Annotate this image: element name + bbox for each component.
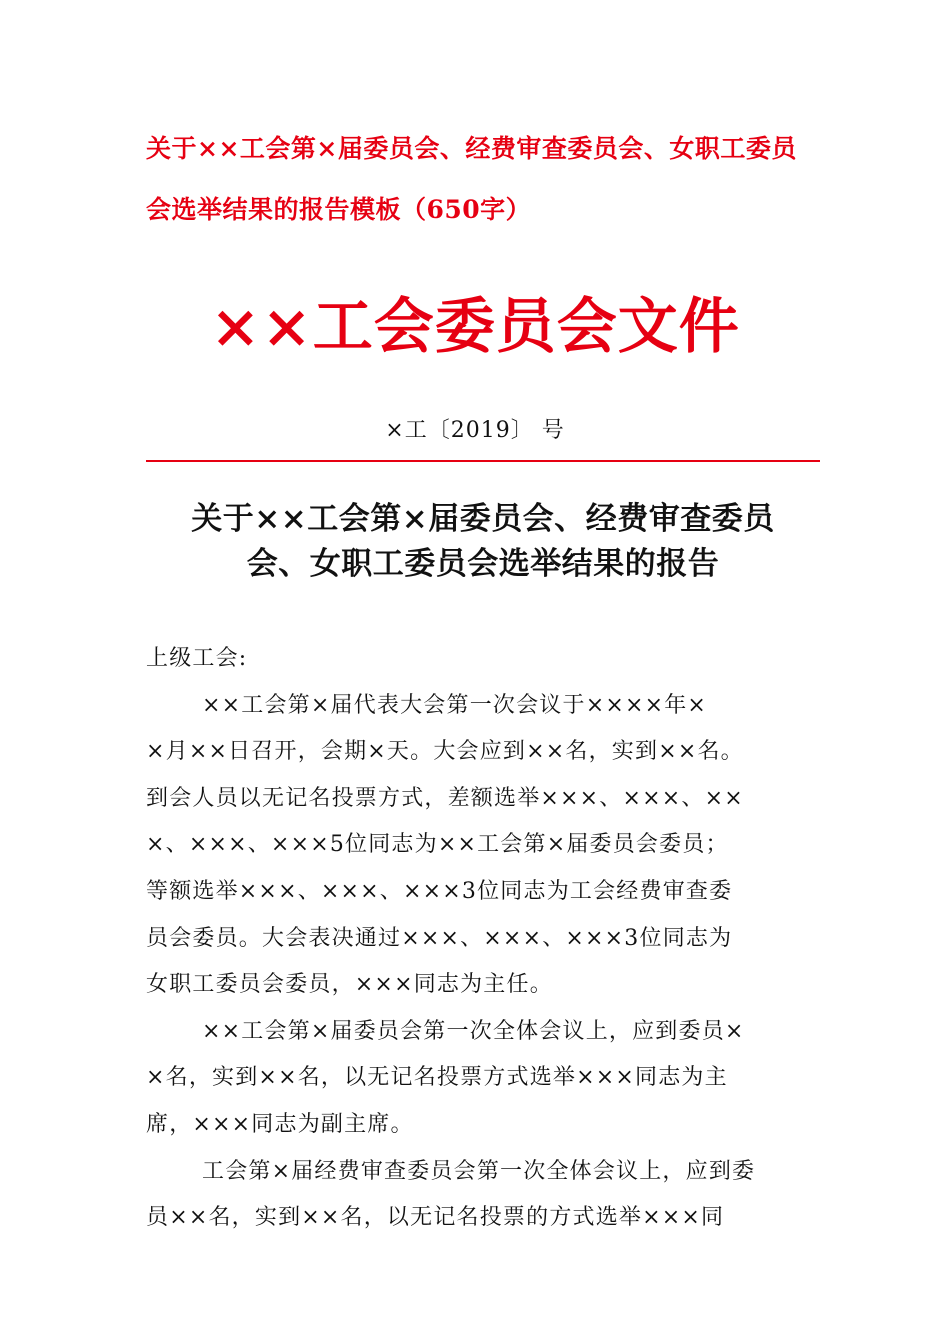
- report-title-line: 关于××工会第×届委员会、经费审查委员: [191, 501, 775, 537]
- document-number: ×工〔2019〕 号: [385, 418, 565, 443]
- body-line: 席，×××同志为副主席。: [146, 1111, 414, 1137]
- body-line: 到会人员以无记名投票方式，差额选举×××、×××、××: [146, 785, 744, 811]
- body-line: 员会委员。大会表决通过×××、×××、×××3位同志为: [146, 925, 733, 951]
- body-line: ××工会第×届委员会第一次全体会议上，应到委员×: [202, 1018, 745, 1044]
- report-body: [146, 636, 812, 1242]
- body-line: 工会第×届经费审查委员会第一次全体会议上，应到委: [202, 1158, 756, 1184]
- template-title-line: 会选举结果的报告模板（650字）: [146, 195, 532, 224]
- body-line: ×、×××、×××5位同志为××工会第×届委员会委员；: [146, 832, 729, 858]
- red-divider: [146, 460, 820, 462]
- template-title: [146, 118, 814, 240]
- template-title-line: 关于××工会第×届委员会、经费审查委员会、女职工委员: [146, 134, 797, 163]
- body-line: 员××名，实到××名，以无记名投票的方式选举×××同: [146, 1205, 725, 1231]
- report-title-line: 会、女职工委员会选举结果的报告: [246, 546, 720, 582]
- document-header: ××工会委员会文件: [210, 292, 740, 362]
- body-line: ××工会第×届代表大会第一次会议于××××年×: [202, 692, 708, 718]
- body-line: 等额选举×××、×××、×××3位同志为工会经费审查委: [146, 878, 733, 904]
- body-line: ×月××日召开，会期×天。大会应到××名，实到××名。: [146, 739, 744, 765]
- body-line: ×名，实到××名，以无记名投票方式选举×××同志为主: [146, 1065, 728, 1091]
- body-line: 女职工委员会委员，×××同志为主任。: [146, 972, 553, 998]
- report-title: [146, 497, 820, 587]
- salutation: 上级工会:: [146, 646, 248, 671]
